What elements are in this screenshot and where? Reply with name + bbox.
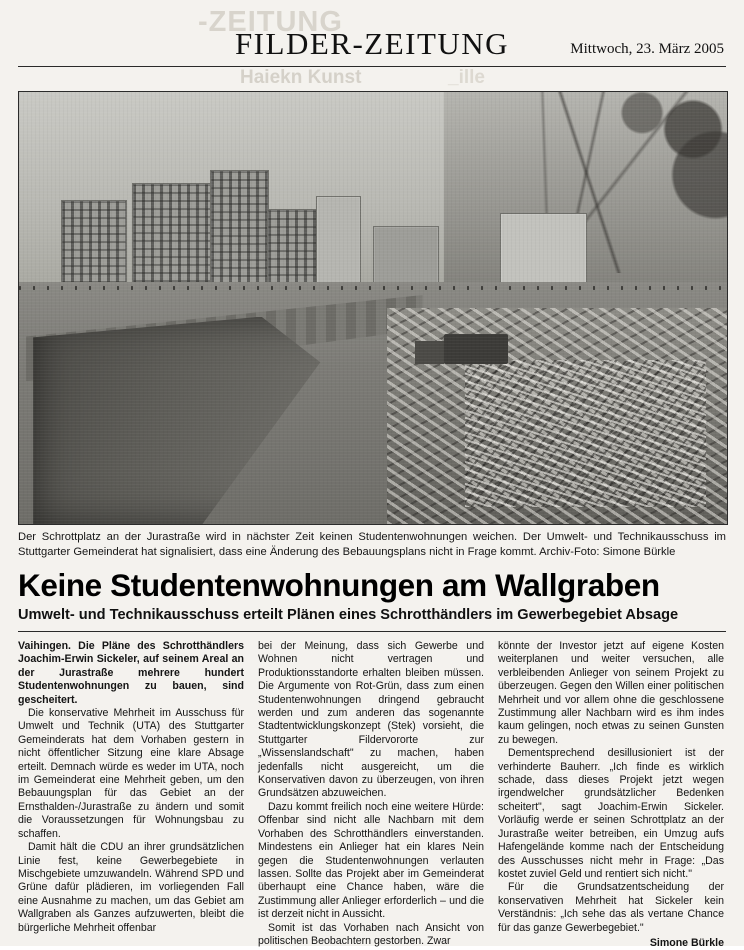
- issue-date: Mittwoch, 23. März 2005: [570, 41, 724, 57]
- ghost-headline-left: Haiekn Kunst: [240, 67, 362, 88]
- photo-fence: [19, 286, 727, 290]
- paragraph: Die konservative Mehrheit im Ausschuss für Umwelt und Technik (UTA) des Stuttgarter Gemeinderats hat dem Vorhaben gestern in nicht öffentlicher Sitzung eine klare Absage erteilt. Demnach würde es weder im UTA, noch im Gemeinderat eine Mehrheit geben, um den Bebauungsplan für das Gebiet an der Ernsthalden-/Jurastraße zu ändern und somit die Voraussetzungen für Wohnungsbau zu schaffen.: [18, 707, 244, 840]
- photo-scene: [19, 92, 727, 524]
- article-body: [18, 640, 726, 950]
- paragraph: Damit hält die CDU an ihrer grundsätzlichen Linie fest, keine Gewerbegebiete in Mischgebiete umzuwandeln. Während SPD und Grüne dafür plädieren, im vorliegenden Fall eine Ausnahme zu machen, um das Gebiet am Wallgraben als Ganzes aufzuwerten, bleibt die bürgerliche Mehrheit offenbar: [18, 841, 244, 934]
- ghost-headline-row: [18, 67, 726, 89]
- masthead: [18, 0, 726, 67]
- article-headline: Keine Studentenwohnungen am Wallgraben: [18, 567, 660, 603]
- article-byline: Simone Bürkle: [649, 936, 724, 949]
- photo-building-mid: [210, 170, 269, 297]
- photo-truck: [444, 334, 508, 364]
- photo-caption: [18, 530, 726, 559]
- headline-rule: [18, 631, 726, 632]
- article-column-3: [498, 640, 724, 950]
- paragraph: bei der Meinung, dass sich Gewerbe und Wohnen nicht vertragen und Produktionsstandorte erhalten bleiben müssen. Die Argumente von Rot-Grün, dass zum einen Studentenwohnungen dringend gebraucht werden und zum anderen das sogenannte Stadtentwicklungskonzept (Stek) vorsieht, die Stuttgarter Fildervororte zur „Wissenslandschaft" zu machen, haben jedenfalls nicht ausgereicht, um die Konservativen davon zu überzeugen, von ihren Grundsätzen abzuweichen.: [258, 640, 484, 800]
- article-photo: [18, 91, 728, 525]
- ghost-headline-right: _ille: [448, 67, 485, 88]
- photo-building-left-2: [132, 183, 212, 297]
- paper-name: FILDER-ZEITUNG: [234, 26, 510, 61]
- paragraph: Für die Grundsatzentscheidung der konservativen Mehrheit hat Sickeler kein Verständnis: „Ich sehe das als vertane Chance für das ganze Gewerbegebiet.": [498, 881, 724, 934]
- paragraph: Dazu kommt freilich noch eine weitere Hürde: Offenbar sind nicht alle Nachbarn mit dem Vorhaben des Schrotthändlers einverstanden. Mindestens ein Anlieger hat ein klares Nein gegen die Studentenwohnungen verlauten lassen. Sollte das Projekt aber im Gemeinderat überhaupt eine Chance haben, wäre die Zustimmung aller Anlieger erforderlich – und die ist derzeit nicht in Aussicht.: [258, 800, 484, 921]
- caption-text: Der Schrottplatz an der Jurastraße wird in nächster Zeit keinen Studentenwohnungen weichen. Der Umwelt- und Technikausschuss im Stuttgarter Gemeinderat hat signalisiert, dass eine Änderung des Bebauungsplans nicht in Frage kommt.: [18, 531, 726, 558]
- photo-credit: Archiv-Foto: Simone Bürkle: [539, 545, 676, 558]
- paragraph: Somit ist das Vorhaben nach Ansicht von politischen Beobachtern gestorben. Zwar: [258, 921, 484, 947]
- paragraph: Dementsprechend desillusioniert ist der verhinderte Bauherr. „Ich finde es wirklich schade, dass dieses Projekt jetzt wegen irgendwelcher grundsätzlicher Bedenken scheitert", sagt Joachim-Erwin Sickeler. Vorläufig werde er seinen Schrottplatz an der Jurastraße weiter betreiben, ein Umzug aufs Hafengelände komme nach der Entscheidung des Ausschusses nicht mehr in Frage: „Das kostet zuviel Geld und rentiert sich nicht.": [498, 747, 724, 880]
- paragraph: Vaihingen. Die Pläne des Schrotthändlers Joachim-Erwin Sickeler, auf seinem Areal an der Jurastraße mehrere hundert Studentenwohnungen zu bauen, sind gescheitert.: [18, 640, 244, 706]
- article-column-1: [18, 640, 244, 950]
- photo-scrap-pile-2: [465, 360, 706, 507]
- article-subhead: Umwelt- und Technikausschuss erteilt Plänen eines Schrotthändlers im Gewerbegebiet Absage: [18, 607, 679, 623]
- article-column-2: [258, 640, 484, 950]
- paragraph: könnte der Investor jetzt auf eigene Kosten weiterplanen und weiter versuchen, alle verbleibenden Anlieger von seinem Projekt zu überzeugen. Gegen den Willen einer politischen Mehrheit und vor allem ohne die geschlossene Zustimmung aller Nachbarn wird es ihm indes kaum gelingen, noch etwas zu seinen Gunsten zu bewegen.: [498, 640, 724, 746]
- ghost-masthead-text: -ZEITUNG: [198, 6, 343, 38]
